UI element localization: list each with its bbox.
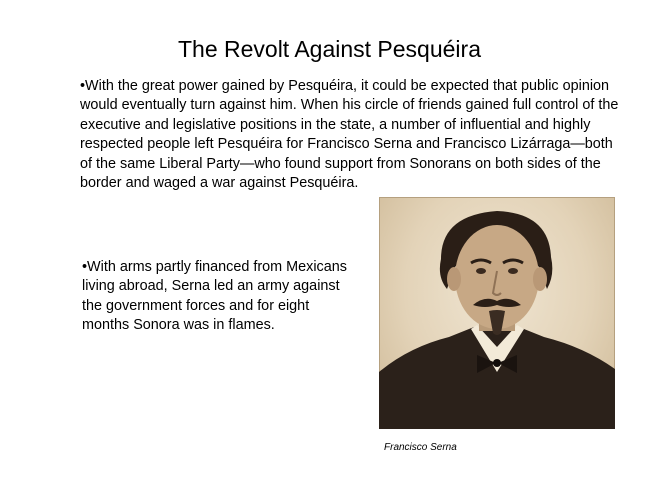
slide-title: The Revolt Against Pesquéira bbox=[177, 36, 481, 62]
bullet-paragraph-2: •With arms partly financed from Mexicans living abroad, Serna led an army against the government forces and for eight months Sonora was in flames. bbox=[82, 259, 347, 334]
portrait-photo bbox=[379, 197, 615, 429]
portrait-illustration bbox=[379, 197, 615, 429]
bullet-paragraph-1: •With the great power gained by Pesquéira, it could be expected that public opinion would eventually turn against him. When his circle of friends gained full control of the executive and legislative positions in the state, a number of influential and highly respected people left Pesquéira for Francisco Serna and Francisco Lizárraga—both of the same Liberal Party—who found support from Sonorans on both sides of the border and waged a war against Pesquéira. bbox=[80, 78, 619, 192]
photo-caption: Francisco Serna bbox=[384, 442, 457, 453]
